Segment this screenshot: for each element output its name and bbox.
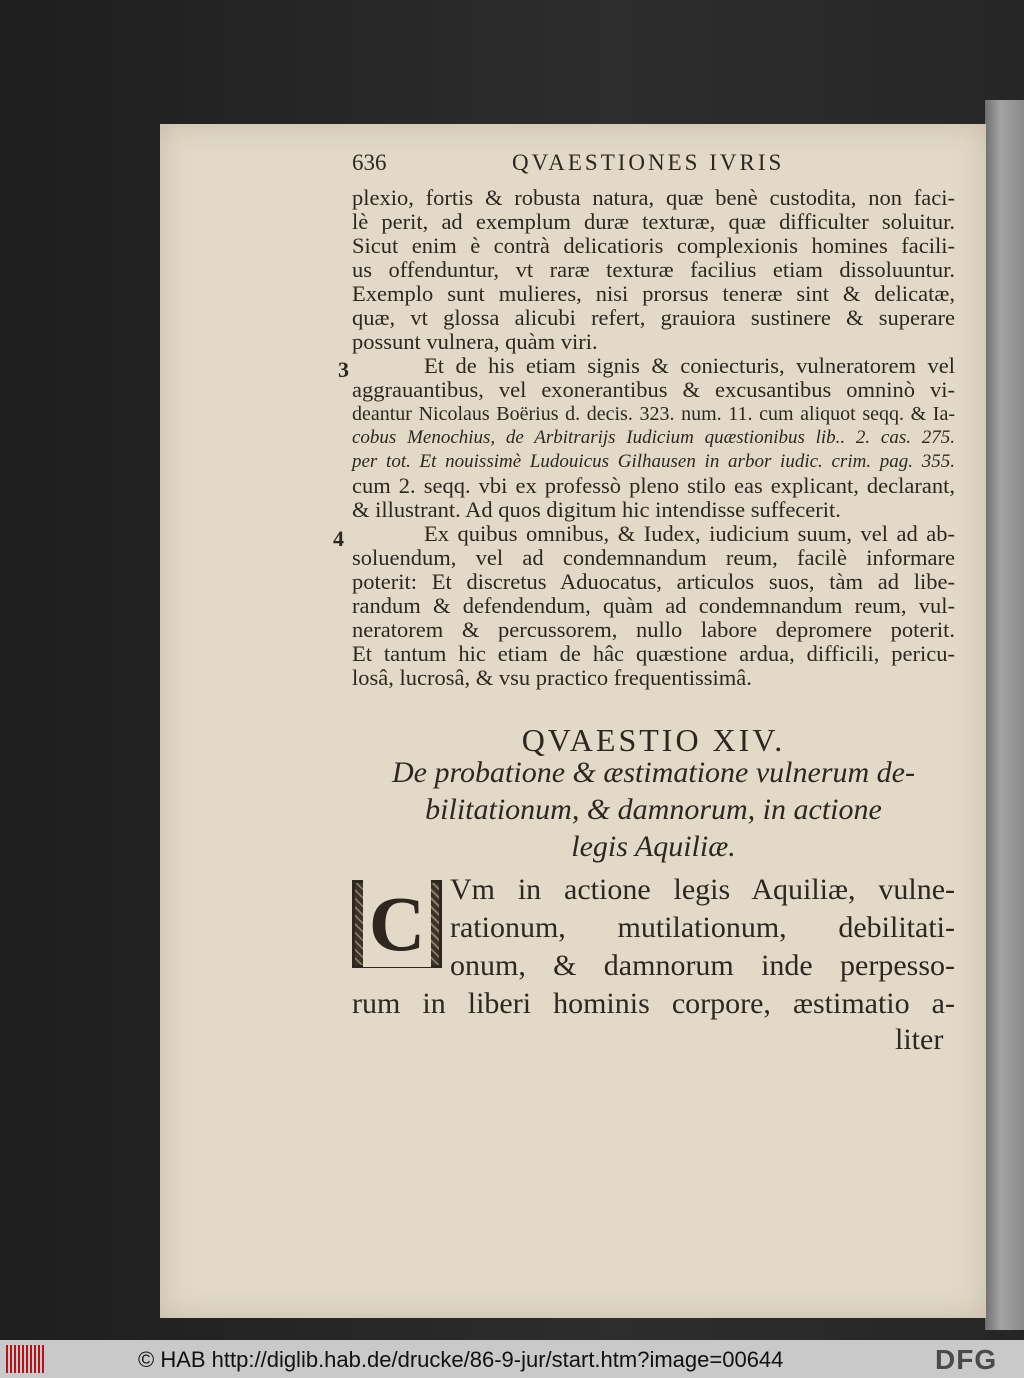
text-line: deantur Nicolaus Boërius d. decis. 323. num. 11. cum aliquot seqq. & Ia-	[352, 403, 955, 425]
text-line: Ex quibus omnibus, & Iudex, iudicium suum, vel ad ab-	[424, 521, 955, 546]
text-line: rationum, mutilationum, debilitati-	[450, 911, 955, 944]
question-subtitle: De probatione & æstimatione vulnerum de-	[392, 756, 915, 789]
copyright-link[interactable]: © HAB http://diglib.hab.de/drucke/86-9-jur/start.htm?image=00644	[138, 1347, 784, 1372]
text-line: aggrauantibus, vel exonerantibus & excusantibus omninò vi-	[352, 377, 955, 402]
ornamental-drop-cap	[352, 880, 442, 968]
text-line: neratorem & percussorem, nullo labore depromere poterit.	[352, 617, 955, 642]
text-line: rum in liberi hominis corpore, æstimatio a-	[352, 987, 955, 1020]
catchword: liter	[895, 1023, 944, 1056]
page-number: 636	[352, 150, 387, 175]
text-line: lè perit, ad exemplum duræ texturæ, quæ difficulter soluitur.	[352, 209, 955, 234]
text-line: Exemplo sunt mulieres, nisi prorsus teneræ sint & delicatæ,	[352, 281, 955, 306]
margin-number: 3	[338, 357, 349, 382]
text-line: soluendum, vel ad condemnandum reum, facilè informare	[352, 545, 955, 570]
text-line: plexio, fortis & robusta natura, quæ benè custodita, non faci-	[352, 185, 955, 210]
text-line: & illustrant. Ad quos digitum hic intendisse suffecerit.	[352, 497, 841, 522]
text-line: Et de his etiam signis & coniecturis, vulneratorem vel	[424, 353, 955, 378]
text-line: cobus Menochius, de Arbitrarijs Iudicium quæstionibus lib.. 2. cas. 275.	[352, 427, 955, 448]
text-line: onum, & damnorum inde perpesso-	[450, 949, 955, 982]
text-line: us offenduntur, vt raræ texturæ facilius etiam dissoluuntur.	[352, 257, 955, 282]
question-subtitle: legis Aquiliæ.	[571, 830, 736, 863]
text-line: poterit: Et discretus Aduocatus, articulos suos, tàm ad libe-	[352, 569, 955, 594]
footer-bar	[0, 1340, 1024, 1378]
hab-logo-icon	[6, 1345, 46, 1373]
text-line: Et tantum hic etiam de hâc quæstione ardua, difficili, pericu-	[352, 641, 955, 666]
text-line: losâ, lucrosâ, & vsu practico frequentissimâ.	[352, 665, 752, 690]
margin-number: 4	[333, 526, 344, 551]
text-line: cum 2. seqq. vbi ex professò pleno stilo eas explicant, declarant,	[352, 473, 955, 498]
drop-cap-letter: C	[363, 880, 431, 967]
text-line: randum & defendendum, quàm ad condemnandum reum, vul-	[352, 593, 955, 618]
text-line: Sicut enim è contrà delicatioris complexionis homines facili-	[352, 233, 955, 258]
text-line: possunt vulnera, quàm viri.	[352, 329, 598, 354]
dfg-logo: DFG	[935, 1344, 998, 1375]
question-title: QVAESTIO XIV.	[521, 722, 786, 758]
running-title: QVAESTIONES IVRIS	[512, 150, 785, 175]
question-subtitle: bilitationum, & damnorum, in actione	[425, 793, 882, 826]
text-line: per tot. Et nouissimè Ludouicus Gilhausen in arbor iudic. crim. pag. 355.	[352, 451, 955, 472]
text-line: Vm in actione legis Aquiliæ, vulne-	[450, 873, 955, 906]
adjacent-page-edge	[985, 100, 1024, 1330]
text-line: quæ, vt glossa alicubi refert, grauiora sustinere & superare	[352, 305, 955, 330]
